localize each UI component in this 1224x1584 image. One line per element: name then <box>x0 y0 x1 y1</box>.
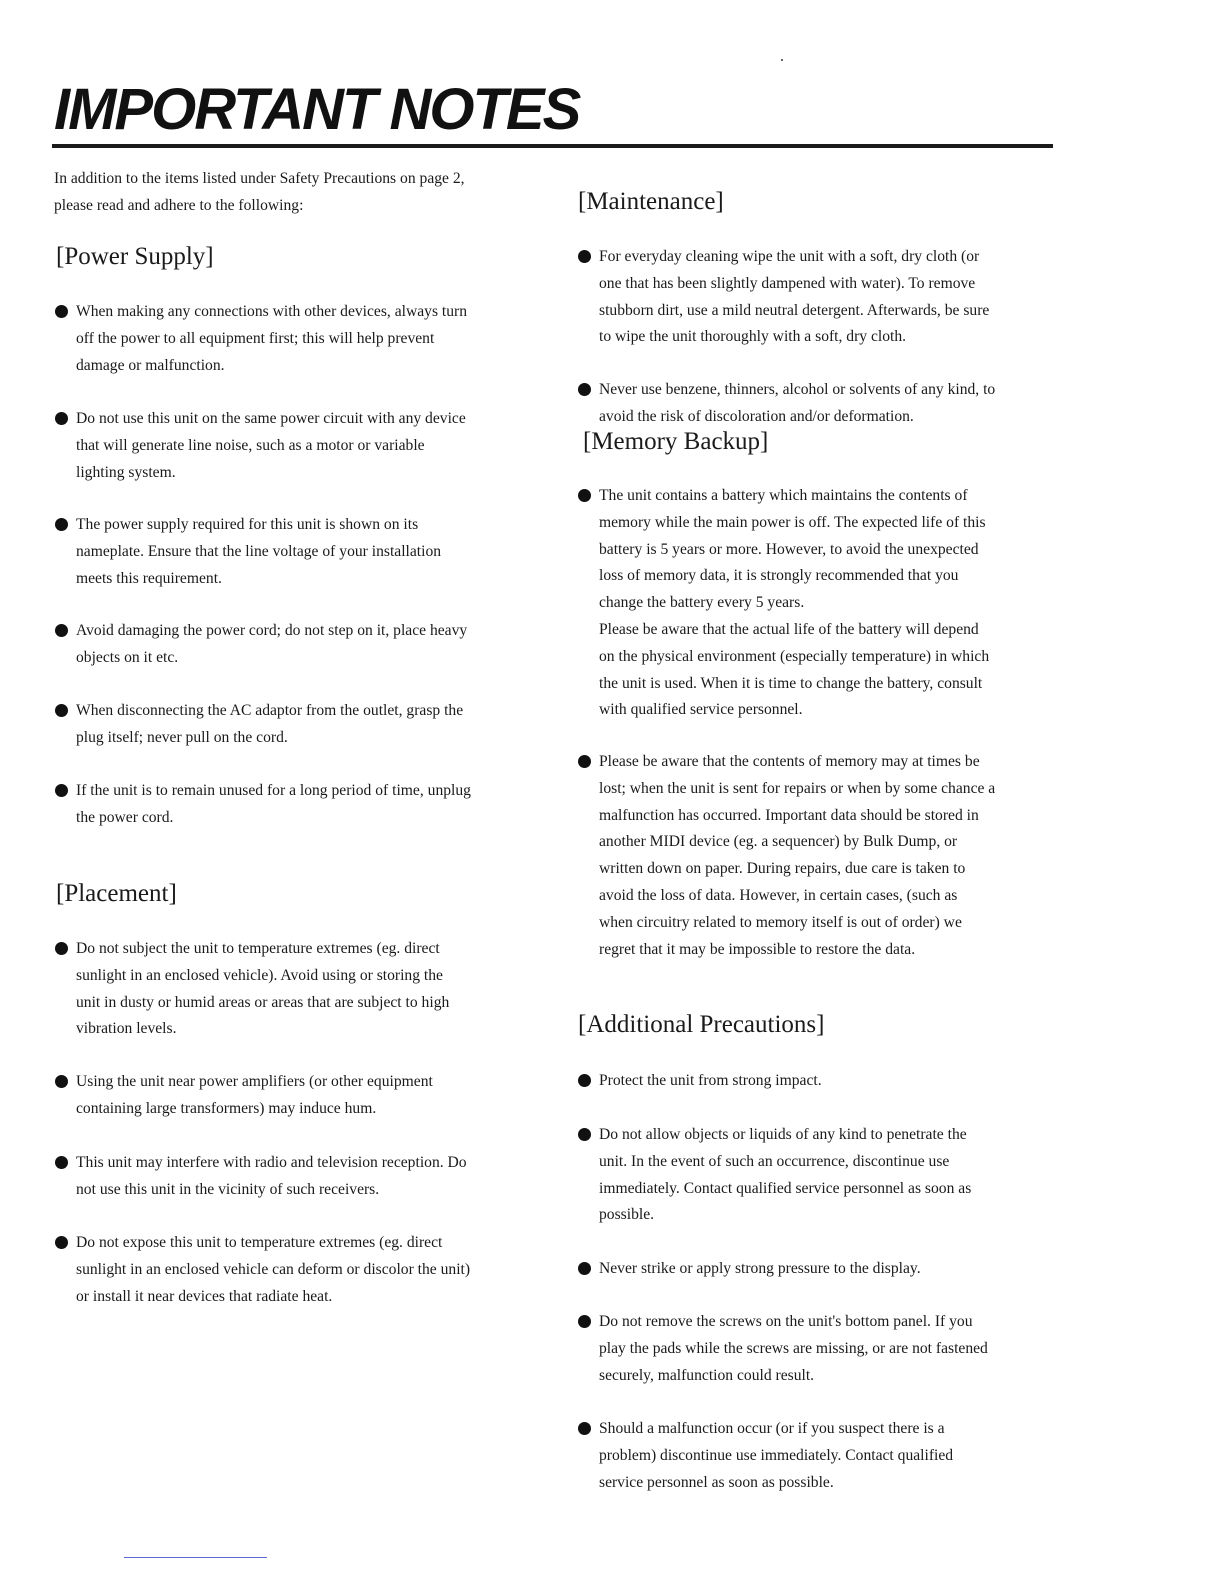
text-line: when circuitry related to memory itself is out of order) we <box>599 913 962 931</box>
bullet-icon <box>55 784 68 797</box>
list-item-power-supply <box>76 512 527 592</box>
text-line: loss of memory data, it is strongly recommended that you <box>599 567 959 585</box>
bullet-icon <box>578 1262 591 1275</box>
text-line: Do not remove the screws on the unit's bottom panel. If you <box>599 1313 973 1330</box>
text-line: plug itself; never pull on the cord. <box>76 728 288 746</box>
text-line: Do not use this unit on the same power circuit with any device <box>76 410 466 427</box>
list-item-power-supply <box>76 698 527 752</box>
bullet-icon <box>578 383 591 396</box>
text-line: sunlight in an enclosed vehicle can deform or discolor the unit) <box>76 1260 471 1278</box>
bullet-icon <box>55 518 68 531</box>
text-line: that will generate line noise, such as a motor or variable <box>76 436 425 454</box>
bullet-icon <box>55 412 68 425</box>
text-line: Using the unit near power amplifiers (or other equipment <box>76 1073 433 1090</box>
text-line: Do not subject the unit to temperature extremes (eg. direct <box>76 940 440 957</box>
text-line: avoid the loss of data. However, in certain cases, (such as <box>599 886 958 904</box>
section-heading-additional-precautions: [Additional Precautions] <box>578 1011 825 1038</box>
text-line: Avoid damaging the power cord; do not step on it, place heavy <box>76 622 468 639</box>
text-line: When disconnecting the AC adaptor from the outlet, grasp the <box>76 702 464 719</box>
list-item-memory-backup <box>599 749 1050 963</box>
text-line: service personnel as soon as possible. <box>599 1473 834 1491</box>
bullet-icon <box>55 1156 68 1169</box>
text-line: Do not allow objects or liquids of any kind to penetrate the <box>599 1126 967 1143</box>
bullet-icon <box>55 1236 68 1249</box>
list-item-placement <box>76 936 527 1043</box>
text-line: Never use benzene, thinners, alcohol or solvents of any kind, to <box>599 381 996 398</box>
list-item-additional-precautions <box>599 1309 1050 1389</box>
list-item-power-supply <box>76 299 527 379</box>
text-line: stubborn dirt, use a mild neutral detergent. Afterwards, be sure <box>599 301 990 319</box>
text-line: meets this requirement. <box>76 569 222 587</box>
list-item-placement <box>76 1069 527 1123</box>
text-line: another MIDI device (eg. a sequencer) by Bulk Dump, or <box>599 833 958 851</box>
text-line: immediately. Contact qualified service personnel as soon as <box>599 1179 972 1197</box>
text-line: vibration levels. <box>76 1020 177 1038</box>
text-line: not use this unit in the vicinity of such receivers. <box>76 1180 380 1198</box>
text-line: to wipe the unit thoroughly with a soft, dry cloth. <box>599 328 907 346</box>
text-line: For everyday cleaning wipe the unit with a soft, dry cloth (or <box>599 248 980 265</box>
list-item-additional-precautions <box>599 1122 1050 1229</box>
text-line: battery is 5 years or more. However, to avoid the unexpected <box>599 540 979 558</box>
right-column <box>578 0 1224 1584</box>
text-line: Protect the unit from strong impact. <box>599 1072 822 1089</box>
bullet-icon <box>578 1074 591 1087</box>
bullet-icon <box>55 624 68 637</box>
text-line: damage or malfunction. <box>76 356 225 374</box>
text-line: regret that it may be impossible to restore the data. <box>599 940 916 958</box>
intro-text: In addition to the items listed under Safety Precautions on page 2, please read and adhere to the following: <box>54 170 465 214</box>
list-item-additional-precautions <box>599 1068 1050 1095</box>
text-line: lost; when the unit is sent for repairs or when by some chance a <box>599 779 996 797</box>
text-line: Do not expose this unit to temperature extremes (eg. direct <box>76 1234 443 1251</box>
scan-speck <box>781 59 783 61</box>
bullet-icon <box>578 489 591 502</box>
section-heading-memory-backup: [Memory Backup] <box>583 428 769 455</box>
bullet-icon <box>55 305 68 318</box>
text-line: Please be aware that the contents of memory may at times be <box>599 753 980 770</box>
bullet-icon <box>55 704 68 717</box>
list-item-power-supply <box>76 618 527 672</box>
list-item-additional-precautions <box>599 1416 1050 1496</box>
text-line: Please be aware that the actual life of the battery will depend <box>599 620 979 638</box>
text-line: possible. <box>599 1206 655 1224</box>
text-line: unit in dusty or humid areas or areas that are subject to high <box>76 993 450 1011</box>
section-heading-power-supply: [Power Supply] <box>56 243 214 270</box>
text-line: change the battery every 5 years. <box>599 594 805 612</box>
bullet-icon <box>578 1422 591 1435</box>
bullet-icon <box>578 1128 591 1141</box>
text-line: Never strike or apply strong pressure to the display. <box>599 1260 921 1277</box>
text-line: with qualified service personnel. <box>599 701 803 719</box>
text-line: lighting system. <box>76 463 176 481</box>
list-item-additional-precautions <box>599 1256 1050 1283</box>
bullet-icon <box>578 250 591 263</box>
list-item-power-supply <box>76 778 527 832</box>
text-line: written down on paper. During repairs, due care is taken to <box>599 860 966 878</box>
text-line: the unit is used. When it is time to change the battery, consult <box>599 674 983 692</box>
text-line: Should a malfunction occur (or if you suspect there is a <box>599 1420 945 1437</box>
text-line: the power cord. <box>76 808 174 826</box>
bullet-icon <box>55 1075 68 1088</box>
text-line: nameplate. Ensure that the line voltage of your installation <box>76 542 442 560</box>
list-item-maintenance <box>599 377 1050 431</box>
section-heading-placement: [Placement] <box>56 880 177 907</box>
text-line: memory while the main power is off. The expected life of this <box>599 513 986 531</box>
text-line: sunlight in an enclosed vehicle). Avoid using or storing the <box>76 966 443 984</box>
text-line: containing large transformers) may induce hum. <box>76 1099 377 1117</box>
text-line: securely, malfunction could result. <box>599 1366 815 1384</box>
section-heading-maintenance: [Maintenance] <box>578 188 724 215</box>
page-title: IMPORTANT NOTES <box>54 77 580 142</box>
text-line: When making any connections with other devices, always turn <box>76 303 468 320</box>
text-line: one that has been slightly dampened with water). To remove <box>599 274 976 292</box>
text-line: objects on it etc. <box>76 648 179 666</box>
text-line: or install it near devices that radiate heat. <box>76 1287 333 1305</box>
list-item-power-supply <box>76 406 527 486</box>
text-line: This unit may interfere with radio and television reception. Do <box>76 1154 467 1171</box>
bullet-icon <box>55 942 68 955</box>
text-line: The unit contains a battery which maintains the contents of <box>599 487 968 504</box>
text-line: on the physical environment (especially temperature) in which <box>599 647 990 665</box>
text-line: off the power to all equipment first; this will help prevent <box>76 329 435 347</box>
text-line: The power supply required for this unit is shown on its <box>76 516 419 533</box>
bullet-icon <box>578 1315 591 1328</box>
text-line: malfunction has occurred. Important data should be stored in <box>599 806 979 824</box>
bullet-icon <box>578 755 591 768</box>
list-item-placement <box>76 1230 527 1310</box>
text-line: avoid the risk of discoloration and/or deformation. <box>599 407 914 425</box>
text-line: If the unit is to remain unused for a long period of time, unplug <box>76 782 471 799</box>
footer-line <box>124 1557 267 1558</box>
list-item-maintenance <box>599 244 1050 351</box>
list-item-placement <box>76 1150 527 1204</box>
text-line: problem) discontinue use immediately. Contact qualified <box>599 1446 954 1464</box>
text-line: play the pads while the screws are missing, or are not fastened <box>599 1339 988 1357</box>
text-line: unit. In the event of such an occurrence, discontinue use <box>599 1152 950 1170</box>
list-item-memory-backup <box>599 483 1050 724</box>
